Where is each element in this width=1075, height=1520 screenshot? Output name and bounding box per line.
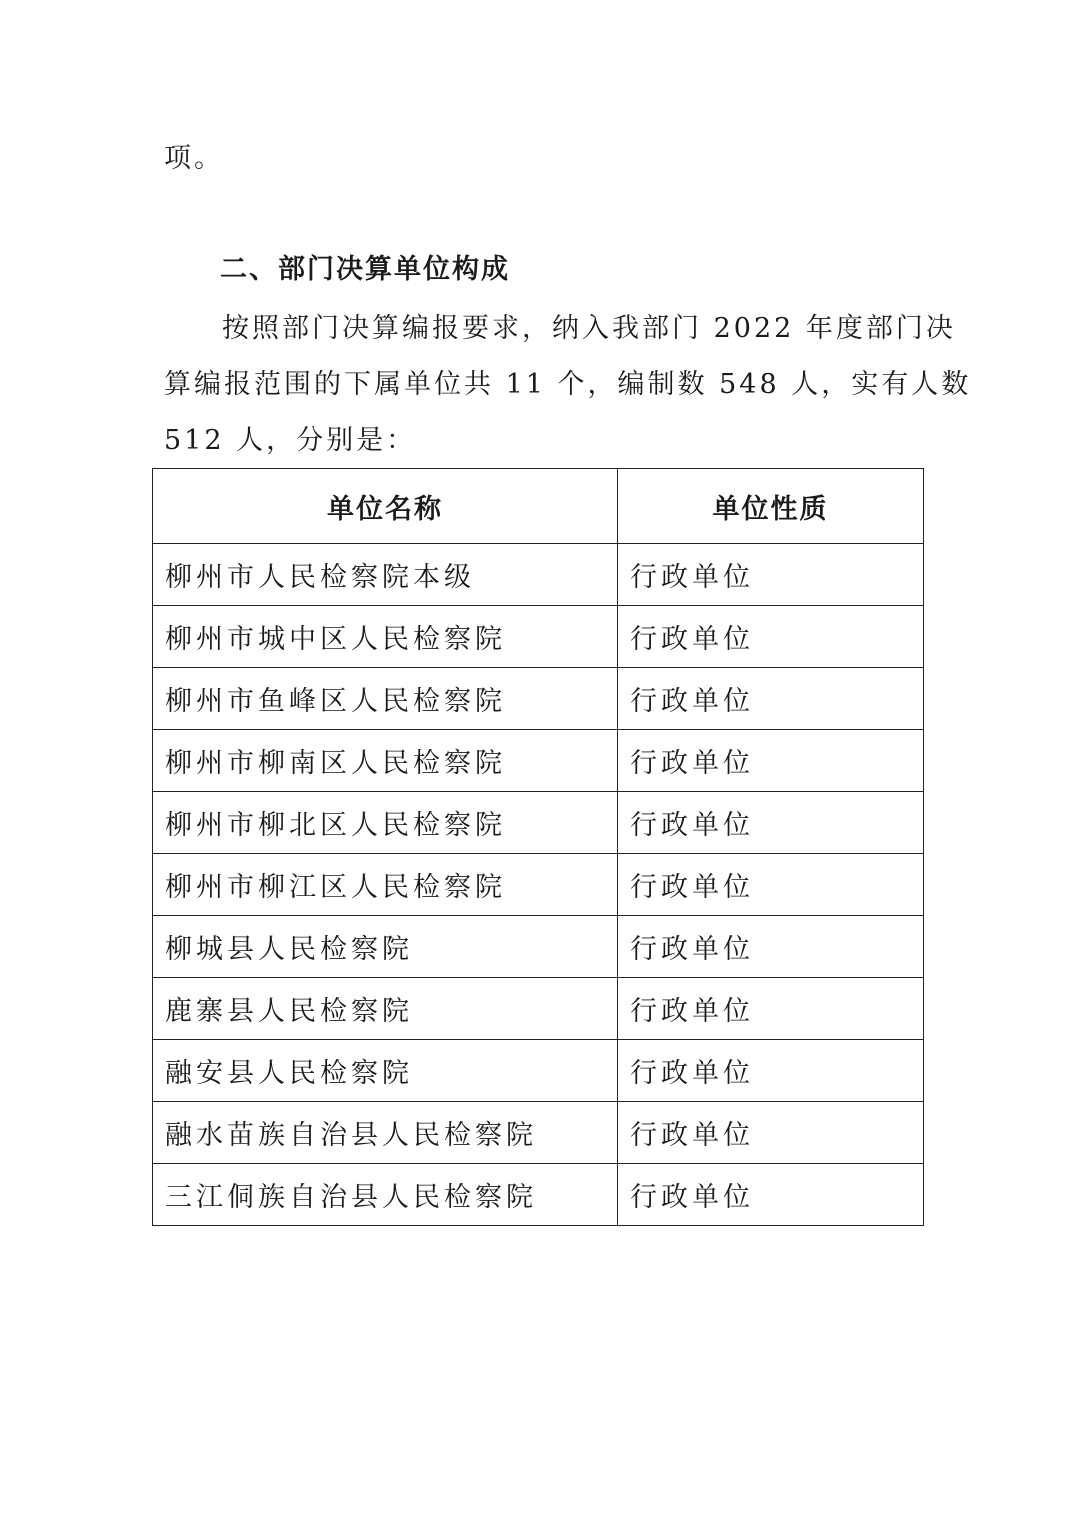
table-row: [153, 1164, 924, 1226]
unit-type-cell: 行政单位: [618, 854, 924, 916]
unit-type-cell: 行政单位: [618, 1102, 924, 1164]
continuation-line: 项。: [164, 143, 224, 174]
table-row: [153, 916, 924, 978]
unit-name-cell: 柳城县人民检察院: [153, 916, 618, 978]
unit-name-cell: 柳州市柳北区人民检察院: [153, 792, 618, 854]
table-row: [153, 854, 924, 916]
unit-type-cell: 行政单位: [618, 978, 924, 1040]
units-table: [152, 468, 924, 1226]
table-header-row: [153, 469, 924, 544]
unit-name-cell: 融水苗族自治县人民检察院: [153, 1102, 618, 1164]
unit-name-cell: 三江侗族自治县人民检察院: [153, 1164, 618, 1226]
unit-type-cell: 行政单位: [618, 1040, 924, 1102]
unit-name-cell: 融安县人民检察院: [153, 1040, 618, 1102]
unit-type-cell: 行政单位: [618, 544, 924, 606]
table-row: [153, 978, 924, 1040]
unit-name-cell: 鹿寨县人民检察院: [153, 978, 618, 1040]
table-row: [153, 1040, 924, 1102]
paragraph-line-1: 按照部门决算编报要求，纳入我部门 2022 年度部门决: [222, 313, 956, 344]
unit-type-cell: 行政单位: [618, 668, 924, 730]
section-heading: 二、部门决算单位构成: [220, 254, 510, 285]
table-row: [153, 606, 924, 668]
paragraph-line-3: 512 人，分别是：: [164, 425, 417, 456]
table-row: [153, 730, 924, 792]
table-row: [153, 792, 924, 854]
unit-type-cell: 行政单位: [618, 1164, 924, 1226]
header-unit-type: 单位性质: [618, 469, 924, 544]
table-row: [153, 1102, 924, 1164]
header-unit-name: 单位名称: [153, 469, 618, 544]
unit-type-cell: 行政单位: [618, 916, 924, 978]
unit-name-cell: 柳州市柳江区人民检察院: [153, 854, 618, 916]
unit-name-cell: 柳州市人民检察院本级: [153, 544, 618, 606]
unit-name-cell: 柳州市城中区人民检察院: [153, 606, 618, 668]
table-row: [153, 544, 924, 606]
unit-type-cell: 行政单位: [618, 792, 924, 854]
table-row: [153, 668, 924, 730]
unit-name-cell: 柳州市柳南区人民检察院: [153, 730, 618, 792]
unit-type-cell: 行政单位: [618, 606, 924, 668]
unit-type-cell: 行政单位: [618, 730, 924, 792]
unit-name-cell: 柳州市鱼峰区人民检察院: [153, 668, 618, 730]
paragraph-line-2: 算编报范围的下属单位共 11 个，编制数 548 人，实有人数: [164, 369, 972, 400]
